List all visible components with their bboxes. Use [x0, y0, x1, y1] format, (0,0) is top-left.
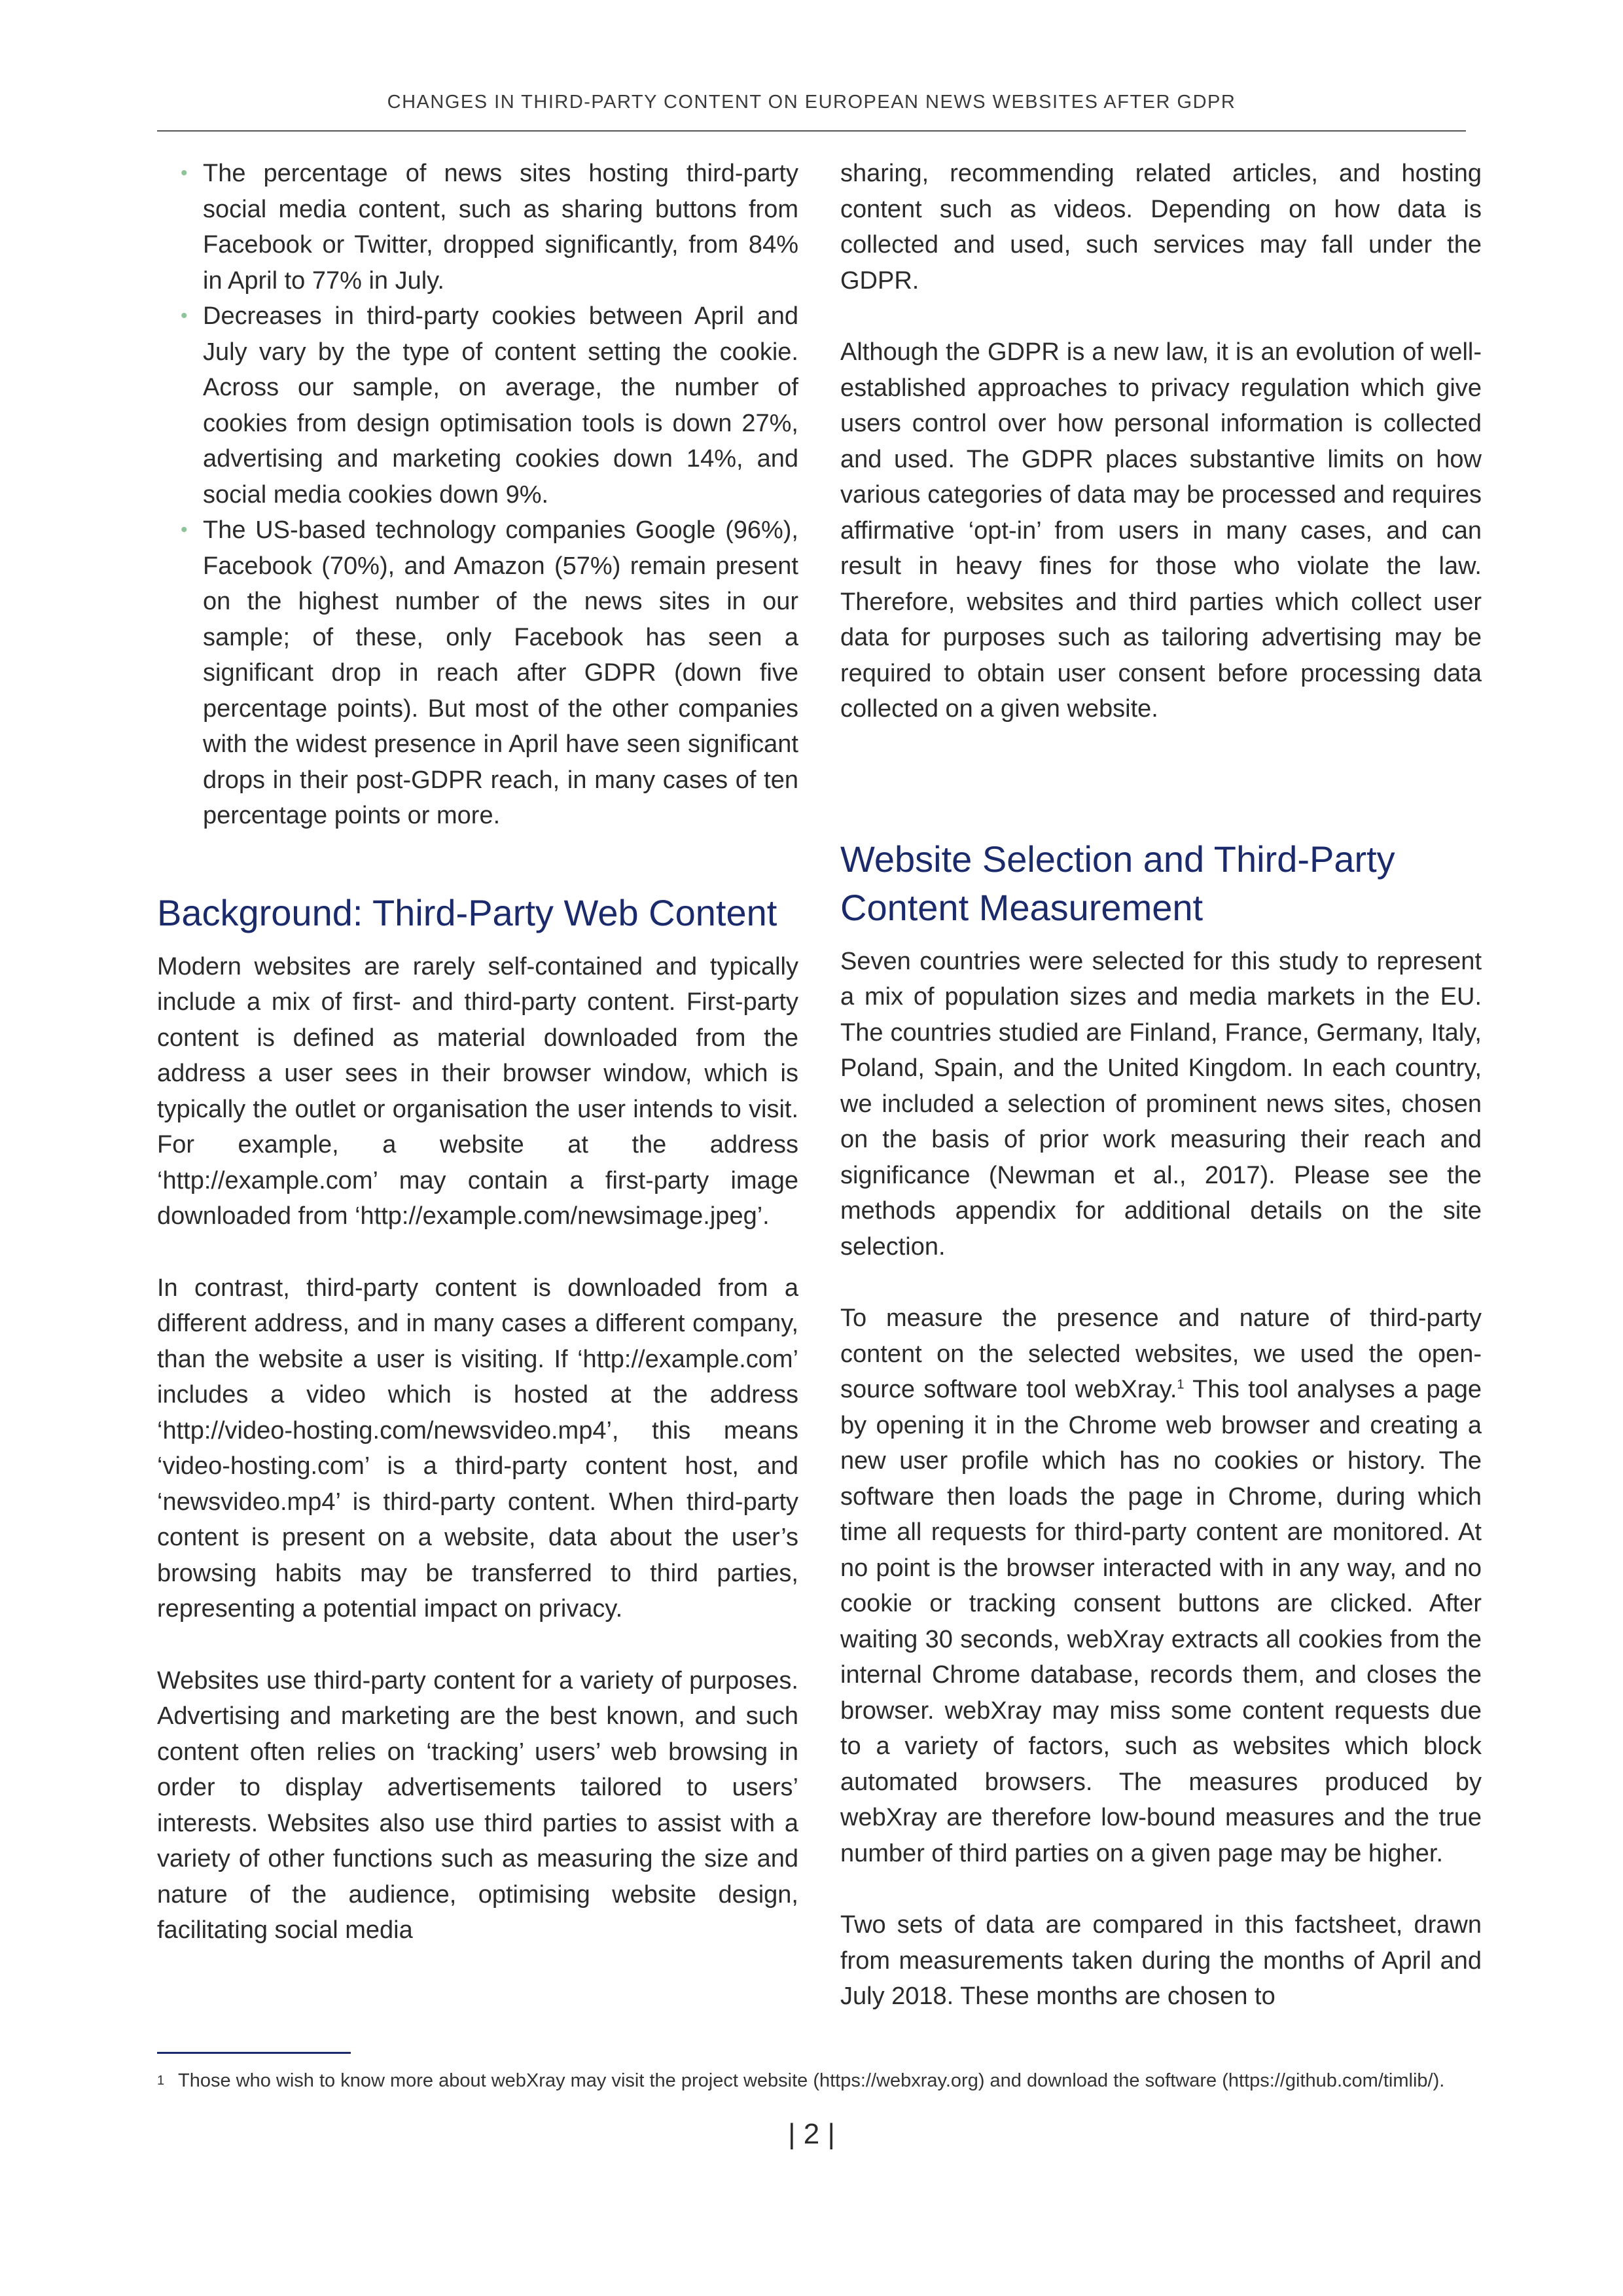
measurement-text-end: This tool analyses a page by opening it in the Chrome web browser and creating a new user profile which has no cookies or history. The software then loads the page in Chrome, during which time all requests for third-party content are monitored. At no point is the browser interacted with in any way, and no cookie or tracking consent buttons are clicked. After waiting 30 seconds, webXray extracts all cookies from the internal Chrome database, records them, and closes the browser. webXray may miss some content requests due to a variety of factors, such as websites which block automated browsers. The measures produced by webXray are therefore low-bound measures and the true number of third parties on a given page may be higher. — [840, 1376, 1482, 1867]
bullet-icon: • — [181, 519, 188, 541]
right-column — [840, 156, 1482, 2051]
key-findings-list — [157, 156, 798, 834]
list-item — [157, 298, 798, 512]
paragraph: Modern websites are rarely self-contained and typically include a mix of first- and third-party content. First-party content is defined as material downloaded from the address a user sees in their browser window, which is typically the outlet or organisation the user intends to visit. For example, a website at the address ‘http://example.com’ may contain a first-party image downloaded from ‘http://example.com/newsimage.jpeg’. — [157, 952, 798, 1230]
page-number: | 2 | — [788, 2118, 835, 2150]
bullet-icon: • — [181, 305, 188, 327]
selection-heading: Website Selection and Third-Party Content Measurement — [840, 838, 1395, 928]
footnote-reference[interactable]: 1 — [1177, 1377, 1185, 1392]
paragraph: sharing, recommending related articles, and hosting content such as videos. Depending on how data is collected and used, such services may fall under the GDPR. — [840, 160, 1482, 295]
section-spacer — [840, 763, 1482, 835]
running-header: CHANGES IN THIRD-PARTY CONTENT ON EUROPEAN NEWS WEBSITES AFTER GDPR — [387, 92, 1236, 113]
list-item — [157, 156, 798, 298]
left-column — [157, 156, 798, 1984]
footnote — [157, 2068, 1466, 2094]
bullet-text: The US-based technology companies Google (96%), Facebook (70%), and Amazon (57%) remain present on the highest number of the news sites in our sample; of these, only Facebook has seen a significant drop in reach after GDPR (down five percentage points). But most of the other companies with the widest presence in April have seen significant drops in their post-GDPR reach, in many cases of ten percentage points or more. — [203, 516, 798, 829]
paragraph: Websites use third-party content for a variety of purposes. Advertising and marketing are the best known, and such content often relies on ‘tracking’ users’ web browsing in order to display advertisements tailored to users’ interests. Websites also use third parties to assist with a variety of other functions such as measuring the size and nature of the audience, optimising website design, facilitating social media — [157, 1666, 798, 1944]
paragraph: Seven countries were selected for this study to represent a mix of population sizes and media markets in the EU. The countries studied are Finland, France, Germany, Italy, Poland, Spain, and the United Kingdom. In each country, we included a selection of prominent news sites, chosen on the basis of prior work measuring their reach and significance (Newman et al., 2017). Please see the methods appendix for additional details on the site selection. — [840, 947, 1482, 1261]
background-heading: Background: Third-Party Web Content — [157, 891, 777, 933]
bullet-icon: • — [181, 162, 188, 184]
measurement-paragraph — [840, 1300, 1482, 1871]
bullet-text: The percentage of news sites hosting third-party social media content, such as sharing buttons from Facebook or Twitter, dropped significantly, from 84% in April to 77% in July. — [203, 160, 798, 295]
header-rule — [157, 130, 1466, 132]
footnote-text: Those who wish to know more about webXray may visit the project website (https://webxray.org) and download the software (https://github.com/timlib/). — [178, 2070, 1445, 2091]
paragraph: In contrast, third-party content is downloaded from a different address, and in many cases a different company, than the website a user is visiting. If ‘http://example.com’ includes a video which is hosted at the address ‘http://video-hosting.com/newsvideo.mp4’, this means ‘video-hosting.com’ is a third-party content host, and ‘newsvideo.mp4’ is third-party content. When third-party content is present on a website, data about the user’s browsing habits may be transferred to third parties, representing a potential impact on privacy. — [157, 1274, 798, 1623]
paragraph: Two sets of data are compared in this factsheet, drawn from measurements taken during the months of April and July 2018. These months are chosen to — [840, 1911, 1482, 2010]
paragraph: Although the GDPR is a new law, it is an evolution of well-established approaches to privacy regulation which give users control over how personal information is collected and used. The GDPR places substantive limits on how various categories of data may be processed and requires affirmative ‘opt-in’ from users in many cases, and can result in heavy fines for those who violate the law. Therefore, websites and third parties which collect user data for purposes such as tailoring advertising may be required to obtain user consent before processing data collected on a given website. — [840, 338, 1482, 723]
footnote-rule — [157, 2052, 351, 2054]
measurement-text-start: To measure the presence and nature of third-party content on the selected websites, we used the open-source software tool webXray. — [840, 1304, 1482, 1403]
bullet-text: Decreases in third-party cookies between April and July vary by the type of content setting the cookie. Across our sample, on average, the number of cookies from design optimisation tools is down 27%, advertising and marketing cookies down 14%, and social media cookies down 9%. — [203, 302, 798, 509]
footnote-number: 1 — [157, 2073, 165, 2088]
list-item — [157, 512, 798, 834]
